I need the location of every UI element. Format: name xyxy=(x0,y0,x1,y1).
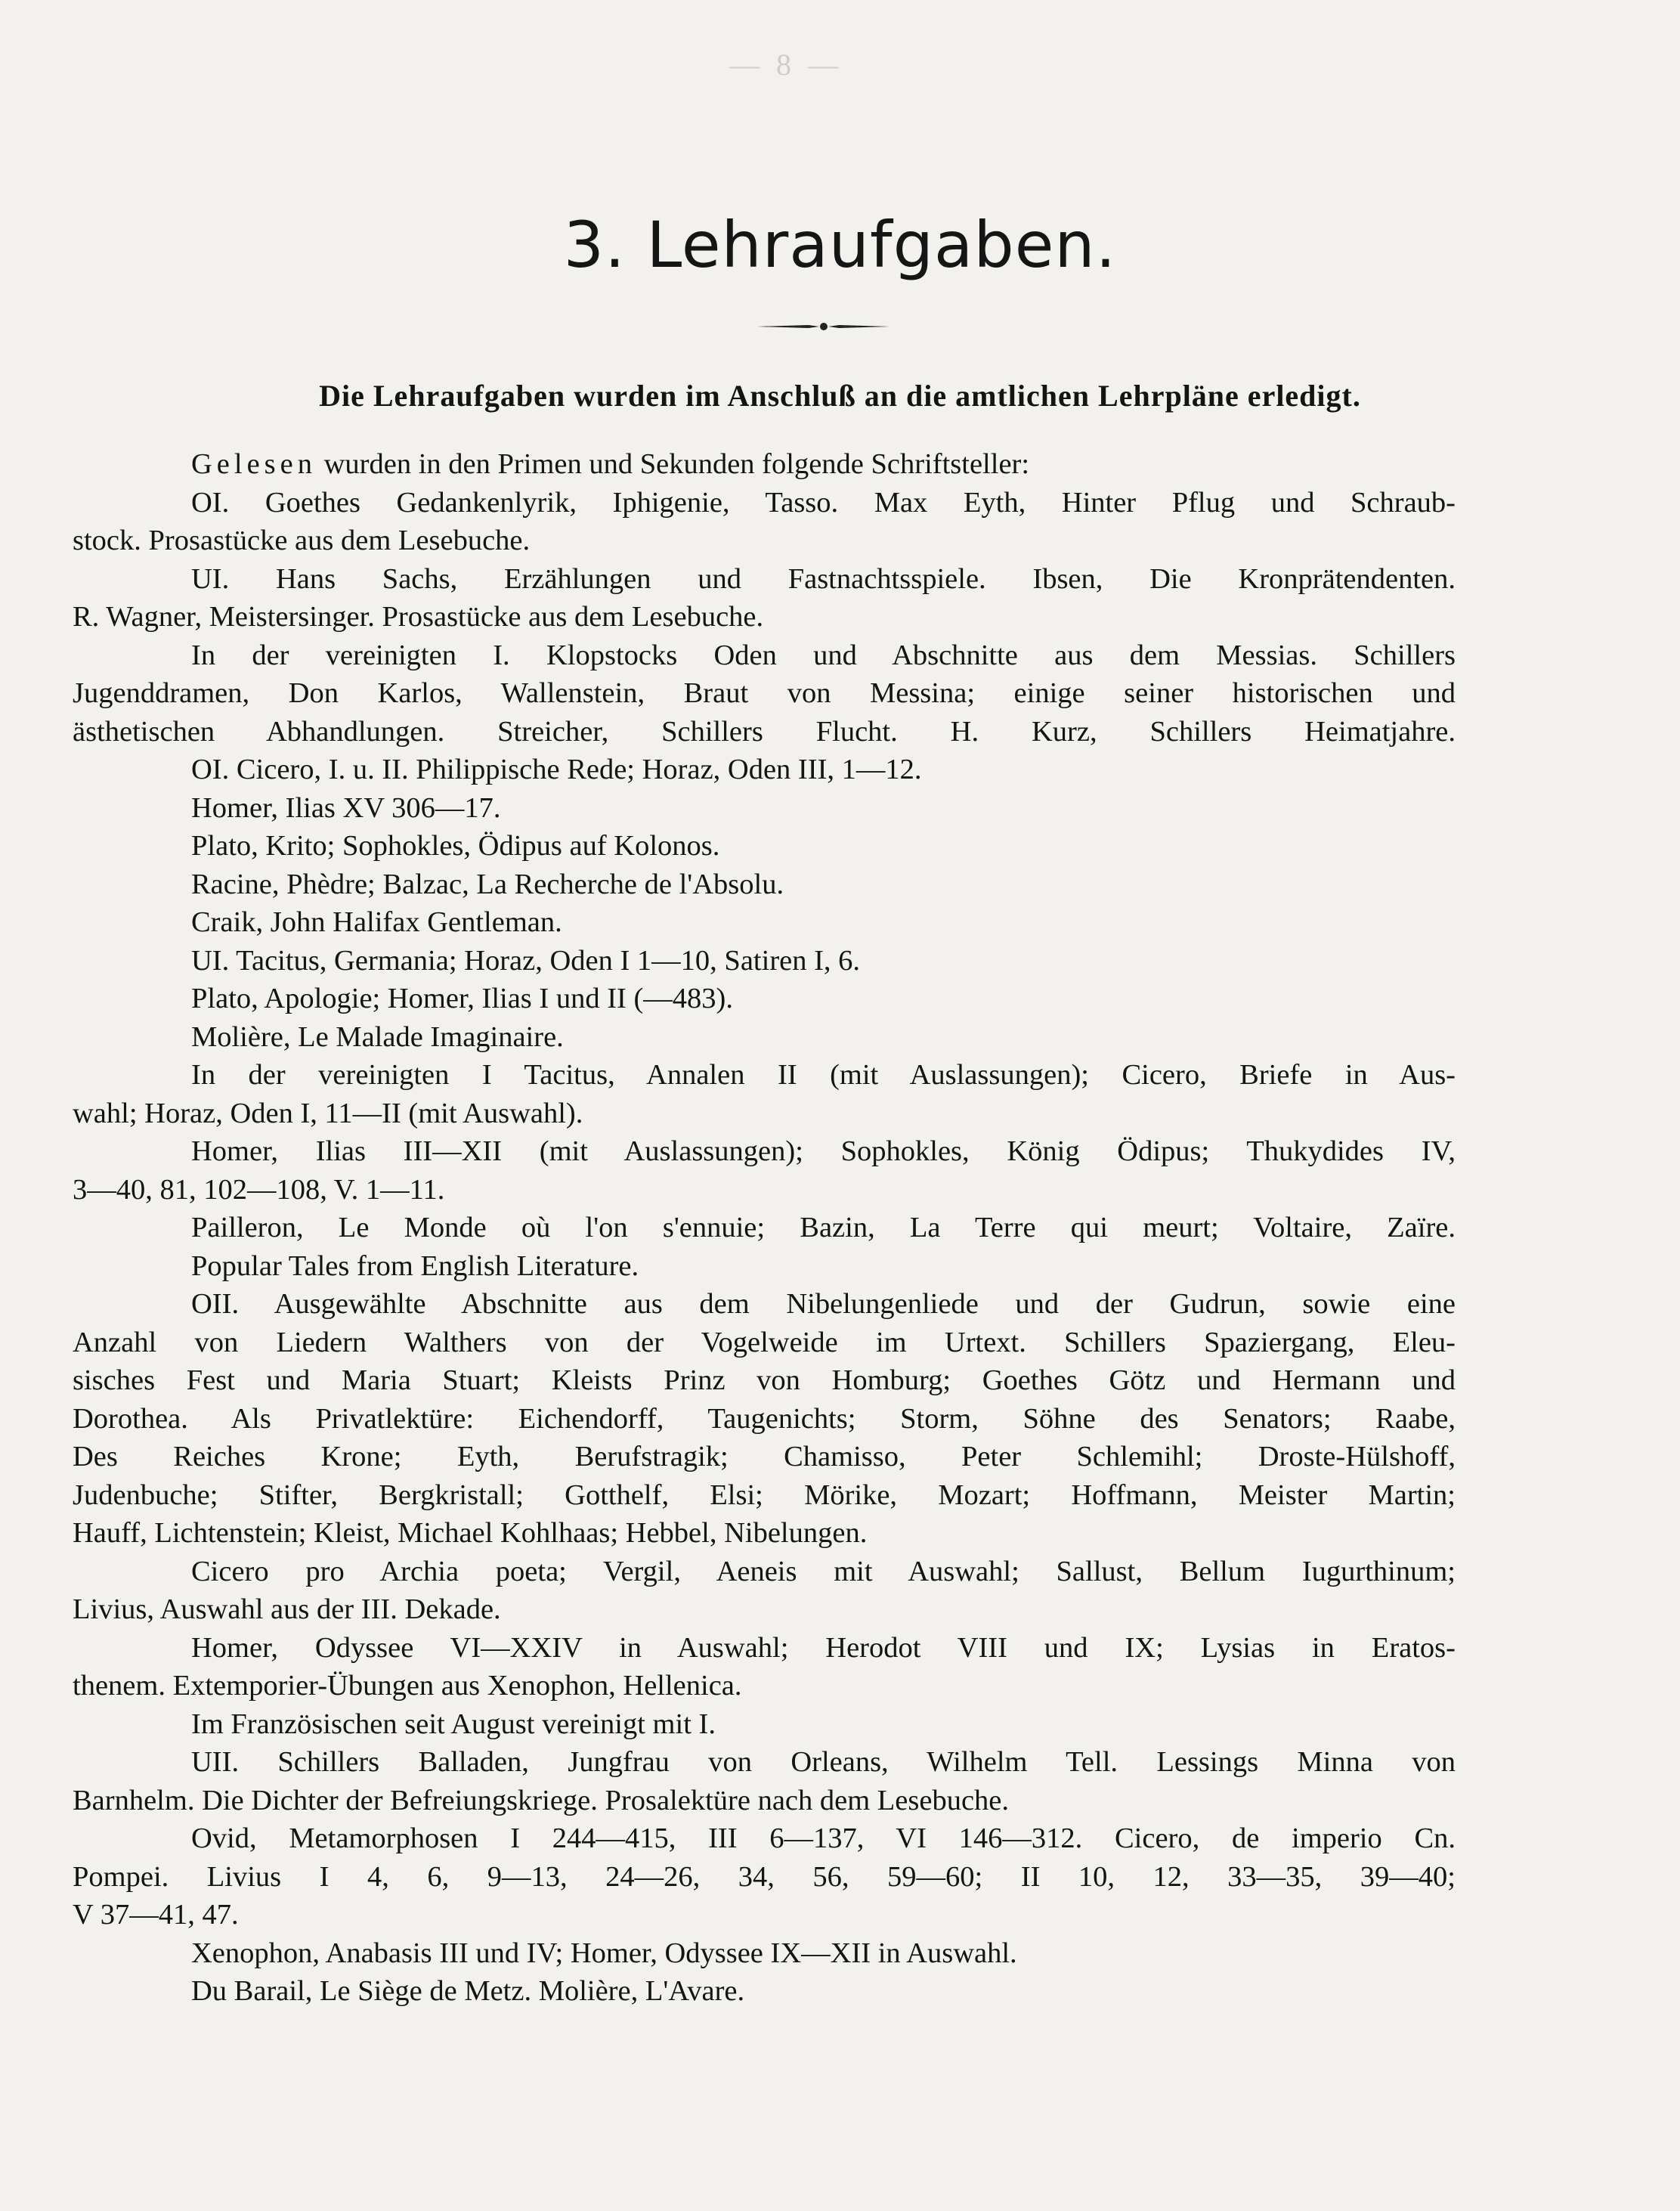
text-line: In der vereinigten I. Klopstocks Oden und Abschnitte aus dem Messias. Schillers xyxy=(191,639,1456,671)
text-line: Des Reiches Krone; Eyth, Berufstragik; Chamisso, Peter Schlemihl; Droste-Hülshoff, xyxy=(73,1441,1456,1472)
text-line: R. Wagner, Meistersinger. Prosastücke aus dem Lesebuche. xyxy=(73,601,764,633)
text-line: Hauff, Lichtenstein; Kleist, Michael Kohlhaas; Hebbel, Nibelungen. xyxy=(73,1517,868,1549)
text-line: Cicero pro Archia poeta; Vergil, Aeneis mit Auswahl; Sallust, Bellum Iugurthinum; xyxy=(191,1555,1456,1587)
text-line: Pailleron, Le Monde où l'on s'ennuie; Bazin, La Terre qui meurt; Voltaire, Zaïre. xyxy=(191,1212,1456,1243)
text-line: UII. Schillers Balladen, Jungfrau von Orleans, Wilhelm Tell. Lessings Minna von xyxy=(191,1746,1456,1778)
intro-rest: wurden in den Primen und Sekunden folgende Schriftsteller: xyxy=(317,448,1030,480)
text-line: Judenbuche; Stifter, Bergkristall; Gotthelf, Elsi; Mörike, Mozart; Hoffmann, Meister Martin; xyxy=(73,1479,1456,1511)
text-line: Ovid, Metamorphosen I 244—415, III 6—137, VI 146—312. Cicero, de imperio Cn. xyxy=(191,1822,1456,1854)
text-line: Anzahl von Liedern Walthers von der Vogelweide im Urtext. Schillers Spaziergang, Eleu- xyxy=(73,1326,1456,1358)
text-line: OI. Cicero, I. u. II. Philippische Rede; Horaz, Oden III, 1—12. xyxy=(191,754,922,785)
text-line: Livius, Auswahl aus der III. Dekade. xyxy=(73,1593,501,1625)
text-line: Molière, Le Malade Imaginaire. xyxy=(191,1020,564,1053)
text-line: wahl; Horaz, Oden I, 11—II (mit Auswahl). xyxy=(73,1097,583,1129)
text-line: ästhetischen Abhandlungen. Streicher, Schillers Flucht. H. Kurz, Schillers Heimatjahre. xyxy=(73,715,1456,748)
ornament-divider xyxy=(756,319,892,334)
intro-line xyxy=(73,445,1456,484)
text-line: sisches Fest und Maria Stuart; Kleists Prinz von Homburg; Goethes Götz und Hermann und xyxy=(73,1364,1456,1396)
text-line: Popular Tales from English Literature. xyxy=(191,1249,639,1282)
text-line: Jugenddramen, Don Karlos, Wallenstein, Braut von Messina; einige seiner historischen und xyxy=(73,677,1456,709)
text-line: stock. Prosastücke aus dem Lesebuche. xyxy=(73,525,531,556)
text-line: Plato, Apologie; Homer, Ilias I und II (—483). xyxy=(191,983,734,1014)
text-line: Homer, Ilias XV 306—17. xyxy=(191,791,501,824)
text-line: In der vereinigten I Tacitus, Annalen II (mit Auslassungen); Cicero, Briefe in Aus- xyxy=(191,1059,1456,1091)
text-line: Pompei. Livius I 4, 6, 9—13, 24—26, 34, 56, 59—60; II 10, 12, 33—35, 39—40; xyxy=(73,1860,1456,1893)
text-line: V 37—41, 47. xyxy=(73,1899,239,1931)
text-line: Homer, Ilias III—XII (mit Auslassungen); Sophokles, König Ödipus; Thukydides IV, xyxy=(191,1135,1456,1167)
section-subtitle: Die Lehraufgaben wurden im Anschluß an die amtlichen Lehrpläne erledigt. xyxy=(319,379,1361,413)
text-line: OI. Goethes Gedankenlyrik, Iphigenie, Tasso. Max Eyth, Hinter Pflug und Schraub- xyxy=(191,486,1456,519)
text-line: Homer, Odyssee VI—XXIV in Auswahl; Herodot VIII und IX; Lysias in Eratos- xyxy=(191,1631,1456,1664)
text-line: Du Barail, Le Siège de Metz. Molière, L'Avare. xyxy=(191,1975,745,2007)
text-line: Dorothea. Als Privatlektüre: Eichendorff, Taugenichts; Storm, Söhne des Senators; Raabe, xyxy=(73,1402,1456,1435)
text-line: Barnhelm. Die Dichter der Befreiungskriege. Prosalektüre nach dem Lesebuche. xyxy=(73,1784,1010,1816)
text-line: OII. Ausgewählte Abschnitte aus dem Nibelungenliede und der Gudrun, sowie eine xyxy=(191,1288,1456,1320)
text-line: Craik, John Halifax Gentleman. xyxy=(191,906,562,938)
text-line: Im Französischen seit August vereinigt mit I. xyxy=(191,1708,716,1740)
page-title: 3. Lehraufgaben. xyxy=(563,208,1117,282)
intro-spaced: Gelesen xyxy=(191,448,317,480)
text-line: Plato, Krito; Sophokles, Ödipus auf Kolonos. xyxy=(191,830,720,862)
text-line: 3—40, 81, 102—108, V. 1—11. xyxy=(73,1173,445,1206)
text-line: UI. Tacitus, Germania; Horaz, Oden I 1—10, Satiren I, 6. xyxy=(191,944,861,977)
page-number: — 8 — xyxy=(729,48,843,82)
text-line: Racine, Phèdre; Balzac, La Recherche de l'Absolu. xyxy=(191,868,784,900)
text-line: thenem. Extemporier-Übungen aus Xenophon, Hellenica. xyxy=(73,1670,742,1702)
text-line: Xenophon, Anabasis III und IV; Homer, Odyssee IX—XII in Auswahl. xyxy=(191,1937,1017,1969)
body-text xyxy=(73,445,1456,2011)
text-line: UI. Hans Sachs, Erzählungen und Fastnachtsspiele. Ibsen, Die Kronprätendenten. xyxy=(191,562,1456,595)
